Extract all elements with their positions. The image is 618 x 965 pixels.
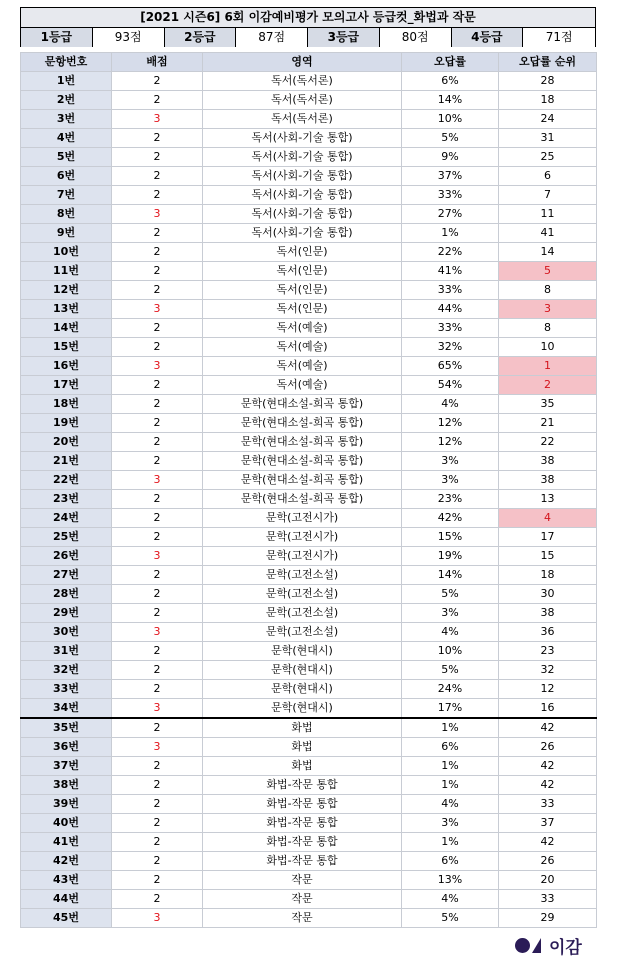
question-number-cell: 37번 xyxy=(21,757,112,776)
error-rate-cell: 6% xyxy=(402,738,499,757)
points-cell: 2 xyxy=(112,757,203,776)
error-rate-cell: 27% xyxy=(402,205,499,224)
table-row xyxy=(21,395,597,414)
table-row xyxy=(21,414,597,433)
area-cell: 독서(독서론) xyxy=(203,91,402,110)
error-rank-cell: 33 xyxy=(499,890,597,909)
error-rank-cell: 38 xyxy=(499,471,597,490)
area-cell: 문학(현대소설-희곡 통합) xyxy=(203,452,402,471)
question-number-cell: 9번 xyxy=(21,224,112,243)
error-rate-cell: 10% xyxy=(402,110,499,129)
table-row xyxy=(21,909,597,928)
points-cell: 3 xyxy=(112,205,203,224)
error-rate-cell: 3% xyxy=(402,814,499,833)
table-row xyxy=(21,623,597,642)
area-cell: 작문 xyxy=(203,909,402,928)
error-rate-cell: 1% xyxy=(402,776,499,795)
error-rate-cell: 17% xyxy=(402,699,499,719)
area-cell: 화법 xyxy=(203,738,402,757)
error-rank-cell: 22 xyxy=(499,433,597,452)
error-rank-cell: 38 xyxy=(499,452,597,471)
question-number-cell: 21번 xyxy=(21,452,112,471)
error-rank-cell: 14 xyxy=(499,243,597,262)
question-number-cell: 10번 xyxy=(21,243,112,262)
question-number-cell: 6번 xyxy=(21,167,112,186)
points-cell: 3 xyxy=(112,357,203,376)
points-cell: 2 xyxy=(112,680,203,699)
error-rate-cell: 42% xyxy=(402,509,499,528)
error-rate-cell: 1% xyxy=(402,718,499,738)
question-stats-table xyxy=(20,52,597,928)
error-rank-cell: 8 xyxy=(499,319,597,338)
question-number-cell: 2번 xyxy=(21,91,112,110)
error-rank-cell: 36 xyxy=(499,623,597,642)
error-rank-cell: 15 xyxy=(499,547,597,566)
area-cell: 문학(현대소설-희곡 통합) xyxy=(203,471,402,490)
error-rate-cell: 6% xyxy=(402,852,499,871)
column-header-error-rank: 오답률 순위 xyxy=(499,53,597,72)
error-rank-cell: 33 xyxy=(499,795,597,814)
error-rate-cell: 22% xyxy=(402,243,499,262)
grade-cut-label: 2등급 xyxy=(165,28,237,47)
question-number-cell: 36번 xyxy=(21,738,112,757)
question-number-cell: 19번 xyxy=(21,414,112,433)
table-row xyxy=(21,890,597,909)
error-rate-cell: 37% xyxy=(402,167,499,186)
table-row xyxy=(21,186,597,205)
error-rank-cell: 6 xyxy=(499,167,597,186)
error-rate-cell: 44% xyxy=(402,300,499,319)
table-row xyxy=(21,585,597,604)
grade-cut-row xyxy=(21,28,595,47)
grade-cut-label: 4등급 xyxy=(452,28,524,47)
points-cell: 2 xyxy=(112,585,203,604)
error-rank-cell: 1 xyxy=(499,357,597,376)
points-cell: 2 xyxy=(112,91,203,110)
question-number-cell: 18번 xyxy=(21,395,112,414)
grade-cut-label: 1등급 xyxy=(21,28,93,47)
points-cell: 3 xyxy=(112,699,203,719)
table-row xyxy=(21,205,597,224)
points-cell: 2 xyxy=(112,148,203,167)
table-body xyxy=(21,72,597,928)
error-rank-cell: 12 xyxy=(499,680,597,699)
area-cell: 독서(인문) xyxy=(203,243,402,262)
question-number-cell: 22번 xyxy=(21,471,112,490)
title-box xyxy=(20,7,596,47)
points-cell: 2 xyxy=(112,72,203,91)
question-number-cell: 45번 xyxy=(21,909,112,928)
question-number-cell: 33번 xyxy=(21,680,112,699)
table-row xyxy=(21,262,597,281)
question-number-cell: 29번 xyxy=(21,604,112,623)
points-cell: 2 xyxy=(112,509,203,528)
column-header-number: 문항번호 xyxy=(21,53,112,72)
error-rate-cell: 4% xyxy=(402,795,499,814)
page-title: [2021 시즌6] 6회 이감예비평가 모의고사 등급컷_화법과 작문 xyxy=(21,8,595,28)
error-rank-cell: 7 xyxy=(499,186,597,205)
area-cell: 문학(고전소설) xyxy=(203,566,402,585)
error-rate-cell: 10% xyxy=(402,642,499,661)
error-rate-cell: 41% xyxy=(402,262,499,281)
table-row xyxy=(21,110,597,129)
error-rate-cell: 12% xyxy=(402,433,499,452)
question-number-cell: 44번 xyxy=(21,890,112,909)
question-number-cell: 5번 xyxy=(21,148,112,167)
error-rank-cell: 25 xyxy=(499,148,597,167)
area-cell: 문학(현대시) xyxy=(203,699,402,719)
error-rate-cell: 33% xyxy=(402,281,499,300)
error-rate-cell: 5% xyxy=(402,661,499,680)
area-cell: 독서(인문) xyxy=(203,300,402,319)
error-rank-cell: 42 xyxy=(499,718,597,738)
points-cell: 3 xyxy=(112,623,203,642)
question-number-cell: 41번 xyxy=(21,833,112,852)
points-cell: 2 xyxy=(112,890,203,909)
error-rank-cell: 18 xyxy=(499,566,597,585)
area-cell: 독서(사회-기술 통합) xyxy=(203,186,402,205)
logo-circle-icon xyxy=(515,938,530,953)
points-cell: 2 xyxy=(112,414,203,433)
table-row xyxy=(21,490,597,509)
question-number-cell: 39번 xyxy=(21,795,112,814)
points-cell: 2 xyxy=(112,243,203,262)
area-cell: 문학(고전소설) xyxy=(203,623,402,642)
table-row xyxy=(21,528,597,547)
error-rank-cell: 31 xyxy=(499,129,597,148)
area-cell: 독서(사회-기술 통합) xyxy=(203,129,402,148)
error-rate-cell: 12% xyxy=(402,414,499,433)
area-cell: 화법 xyxy=(203,718,402,738)
area-cell: 문학(고전소설) xyxy=(203,604,402,623)
points-cell: 2 xyxy=(112,319,203,338)
table-row xyxy=(21,642,597,661)
points-cell: 2 xyxy=(112,795,203,814)
error-rate-cell: 65% xyxy=(402,357,499,376)
area-cell: 독서(예술) xyxy=(203,357,402,376)
error-rank-cell: 10 xyxy=(499,338,597,357)
area-cell: 화법-작문 통합 xyxy=(203,852,402,871)
error-rank-cell: 29 xyxy=(499,909,597,928)
table-row xyxy=(21,167,597,186)
table-row xyxy=(21,300,597,319)
question-number-cell: 24번 xyxy=(21,509,112,528)
points-cell: 3 xyxy=(112,909,203,928)
table-row xyxy=(21,604,597,623)
table-row xyxy=(21,319,597,338)
table-row xyxy=(21,718,597,738)
area-cell: 문학(고전소설) xyxy=(203,585,402,604)
area-cell: 문학(현대소설-희곡 통합) xyxy=(203,414,402,433)
error-rank-cell: 28 xyxy=(499,72,597,91)
points-cell: 2 xyxy=(112,490,203,509)
question-number-cell: 38번 xyxy=(21,776,112,795)
error-rank-cell: 20 xyxy=(499,871,597,890)
area-cell: 문학(현대시) xyxy=(203,680,402,699)
area-cell: 화법 xyxy=(203,757,402,776)
column-header-error-rate: 오답률 xyxy=(402,53,499,72)
error-rate-cell: 1% xyxy=(402,757,499,776)
points-cell: 2 xyxy=(112,566,203,585)
points-cell: 2 xyxy=(112,871,203,890)
error-rate-cell: 5% xyxy=(402,909,499,928)
question-number-cell: 3번 xyxy=(21,110,112,129)
table-row xyxy=(21,757,597,776)
question-number-cell: 11번 xyxy=(21,262,112,281)
error-rank-cell: 32 xyxy=(499,661,597,680)
error-rate-cell: 4% xyxy=(402,395,499,414)
table-row xyxy=(21,566,597,585)
question-number-cell: 8번 xyxy=(21,205,112,224)
question-number-cell: 25번 xyxy=(21,528,112,547)
error-rate-cell: 32% xyxy=(402,338,499,357)
area-cell: 화법-작문 통합 xyxy=(203,814,402,833)
points-cell: 2 xyxy=(112,718,203,738)
error-rank-cell: 8 xyxy=(499,281,597,300)
error-rank-cell: 26 xyxy=(499,738,597,757)
question-number-cell: 20번 xyxy=(21,433,112,452)
area-cell: 독서(사회-기술 통합) xyxy=(203,167,402,186)
points-cell: 3 xyxy=(112,738,203,757)
question-number-cell: 23번 xyxy=(21,490,112,509)
error-rate-cell: 1% xyxy=(402,224,499,243)
points-cell: 2 xyxy=(112,604,203,623)
table-row xyxy=(21,338,597,357)
area-cell: 문학(현대소설-희곡 통합) xyxy=(203,490,402,509)
points-cell: 3 xyxy=(112,110,203,129)
area-cell: 독서(예술) xyxy=(203,338,402,357)
table-row xyxy=(21,509,597,528)
logo-text: 이감 xyxy=(549,938,582,958)
question-number-cell: 30번 xyxy=(21,623,112,642)
area-cell: 독서(예술) xyxy=(203,376,402,395)
table-row xyxy=(21,738,597,757)
points-cell: 2 xyxy=(112,167,203,186)
area-cell: 문학(고전시가) xyxy=(203,547,402,566)
error-rate-cell: 4% xyxy=(402,623,499,642)
error-rate-cell: 14% xyxy=(402,91,499,110)
error-rate-cell: 14% xyxy=(402,566,499,585)
error-rate-cell: 1% xyxy=(402,833,499,852)
question-number-cell: 1번 xyxy=(21,72,112,91)
question-number-cell: 14번 xyxy=(21,319,112,338)
table-row xyxy=(21,357,597,376)
error-rate-cell: 23% xyxy=(402,490,499,509)
area-cell: 독서(인문) xyxy=(203,262,402,281)
error-rank-cell: 42 xyxy=(499,833,597,852)
error-rank-cell: 30 xyxy=(499,585,597,604)
error-rate-cell: 19% xyxy=(402,547,499,566)
error-rank-cell: 3 xyxy=(499,300,597,319)
question-number-cell: 31번 xyxy=(21,642,112,661)
area-cell: 화법-작문 통합 xyxy=(203,776,402,795)
points-cell: 2 xyxy=(112,452,203,471)
points-cell: 2 xyxy=(112,814,203,833)
question-number-cell: 34번 xyxy=(21,699,112,719)
question-number-cell: 40번 xyxy=(21,814,112,833)
error-rank-cell: 37 xyxy=(499,814,597,833)
table-row xyxy=(21,471,597,490)
error-rate-cell: 33% xyxy=(402,186,499,205)
area-cell: 문학(현대시) xyxy=(203,661,402,680)
question-number-cell: 7번 xyxy=(21,186,112,205)
error-rate-cell: 4% xyxy=(402,890,499,909)
column-header-area: 영역 xyxy=(203,53,402,72)
points-cell: 2 xyxy=(112,376,203,395)
area-cell: 작문 xyxy=(203,890,402,909)
table-row xyxy=(21,852,597,871)
area-cell: 독서(사회-기술 통합) xyxy=(203,148,402,167)
area-cell: 문학(고전시가) xyxy=(203,528,402,547)
table-row xyxy=(21,433,597,452)
table-row xyxy=(21,376,597,395)
question-number-cell: 13번 xyxy=(21,300,112,319)
question-number-cell: 35번 xyxy=(21,718,112,738)
question-number-cell: 42번 xyxy=(21,852,112,871)
table-row xyxy=(21,795,597,814)
area-cell: 화법-작문 통합 xyxy=(203,795,402,814)
error-rate-cell: 3% xyxy=(402,471,499,490)
error-rank-cell: 2 xyxy=(499,376,597,395)
points-cell: 2 xyxy=(112,661,203,680)
area-cell: 화법-작문 통합 xyxy=(203,833,402,852)
column-header-points: 배점 xyxy=(112,53,203,72)
error-rank-cell: 42 xyxy=(499,776,597,795)
question-number-cell: 26번 xyxy=(21,547,112,566)
error-rate-cell: 15% xyxy=(402,528,499,547)
error-rate-cell: 5% xyxy=(402,129,499,148)
question-number-cell: 43번 xyxy=(21,871,112,890)
area-cell: 독서(인문) xyxy=(203,281,402,300)
error-rank-cell: 24 xyxy=(499,110,597,129)
points-cell: 2 xyxy=(112,395,203,414)
error-rate-cell: 6% xyxy=(402,72,499,91)
grade-cut-value: 87점 xyxy=(236,28,308,47)
error-rank-cell: 38 xyxy=(499,604,597,623)
grade-cut-value: 93점 xyxy=(93,28,165,47)
points-cell: 2 xyxy=(112,433,203,452)
area-cell: 문학(현대시) xyxy=(203,642,402,661)
area-cell: 문학(고전시가) xyxy=(203,509,402,528)
table-header-row xyxy=(21,53,597,72)
error-rank-cell: 5 xyxy=(499,262,597,281)
table-row xyxy=(21,224,597,243)
table-row xyxy=(21,243,597,262)
question-number-cell: 17번 xyxy=(21,376,112,395)
table-row xyxy=(21,680,597,699)
error-rank-cell: 26 xyxy=(499,852,597,871)
points-cell: 2 xyxy=(112,129,203,148)
question-number-cell: 4번 xyxy=(21,129,112,148)
error-rate-cell: 3% xyxy=(402,452,499,471)
area-cell: 작문 xyxy=(203,871,402,890)
question-number-cell: 12번 xyxy=(21,281,112,300)
table-row xyxy=(21,833,597,852)
error-rate-cell: 3% xyxy=(402,604,499,623)
table-row xyxy=(21,129,597,148)
points-cell: 3 xyxy=(112,300,203,319)
points-cell: 2 xyxy=(112,642,203,661)
points-cell: 2 xyxy=(112,262,203,281)
area-cell: 독서(독서론) xyxy=(203,72,402,91)
points-cell: 2 xyxy=(112,776,203,795)
table-row xyxy=(21,661,597,680)
table-row xyxy=(21,871,597,890)
points-cell: 2 xyxy=(112,186,203,205)
error-rank-cell: 17 xyxy=(499,528,597,547)
error-rate-cell: 5% xyxy=(402,585,499,604)
error-rate-cell: 13% xyxy=(402,871,499,890)
error-rank-cell: 42 xyxy=(499,757,597,776)
table-row xyxy=(21,91,597,110)
question-number-cell: 28번 xyxy=(21,585,112,604)
points-cell: 2 xyxy=(112,852,203,871)
error-rate-cell: 33% xyxy=(402,319,499,338)
points-cell: 2 xyxy=(112,528,203,547)
question-number-cell: 15번 xyxy=(21,338,112,357)
table-row xyxy=(21,547,597,566)
error-rank-cell: 13 xyxy=(499,490,597,509)
question-number-cell: 32번 xyxy=(21,661,112,680)
points-cell: 2 xyxy=(112,281,203,300)
table-row xyxy=(21,72,597,91)
error-rank-cell: 16 xyxy=(499,699,597,719)
points-cell: 2 xyxy=(112,224,203,243)
error-rank-cell: 23 xyxy=(499,642,597,661)
area-cell: 독서(예술) xyxy=(203,319,402,338)
brand-logo xyxy=(515,933,582,958)
points-cell: 2 xyxy=(112,833,203,852)
points-cell: 3 xyxy=(112,471,203,490)
logo-triangle-icon xyxy=(532,938,541,953)
error-rate-cell: 54% xyxy=(402,376,499,395)
error-rate-cell: 9% xyxy=(402,148,499,167)
area-cell: 독서(사회-기술 통합) xyxy=(203,224,402,243)
question-number-cell: 27번 xyxy=(21,566,112,585)
points-cell: 3 xyxy=(112,547,203,566)
error-rank-cell: 11 xyxy=(499,205,597,224)
area-cell: 문학(현대소설-희곡 통합) xyxy=(203,395,402,414)
grade-cut-value: 80점 xyxy=(380,28,452,47)
grade-cut-value: 71점 xyxy=(523,28,595,47)
question-number-cell: 16번 xyxy=(21,357,112,376)
grade-cut-label: 3등급 xyxy=(308,28,380,47)
error-rank-cell: 41 xyxy=(499,224,597,243)
area-cell: 문학(현대소설-희곡 통합) xyxy=(203,433,402,452)
table-row xyxy=(21,452,597,471)
area-cell: 독서(독서론) xyxy=(203,110,402,129)
error-rank-cell: 4 xyxy=(499,509,597,528)
table-row xyxy=(21,814,597,833)
table-row xyxy=(21,281,597,300)
error-rank-cell: 35 xyxy=(499,395,597,414)
table-row xyxy=(21,148,597,167)
error-rank-cell: 18 xyxy=(499,91,597,110)
error-rank-cell: 21 xyxy=(499,414,597,433)
error-rate-cell: 24% xyxy=(402,680,499,699)
table-row xyxy=(21,699,597,719)
table-row xyxy=(21,776,597,795)
points-cell: 2 xyxy=(112,338,203,357)
area-cell: 독서(사회-기술 통합) xyxy=(203,205,402,224)
